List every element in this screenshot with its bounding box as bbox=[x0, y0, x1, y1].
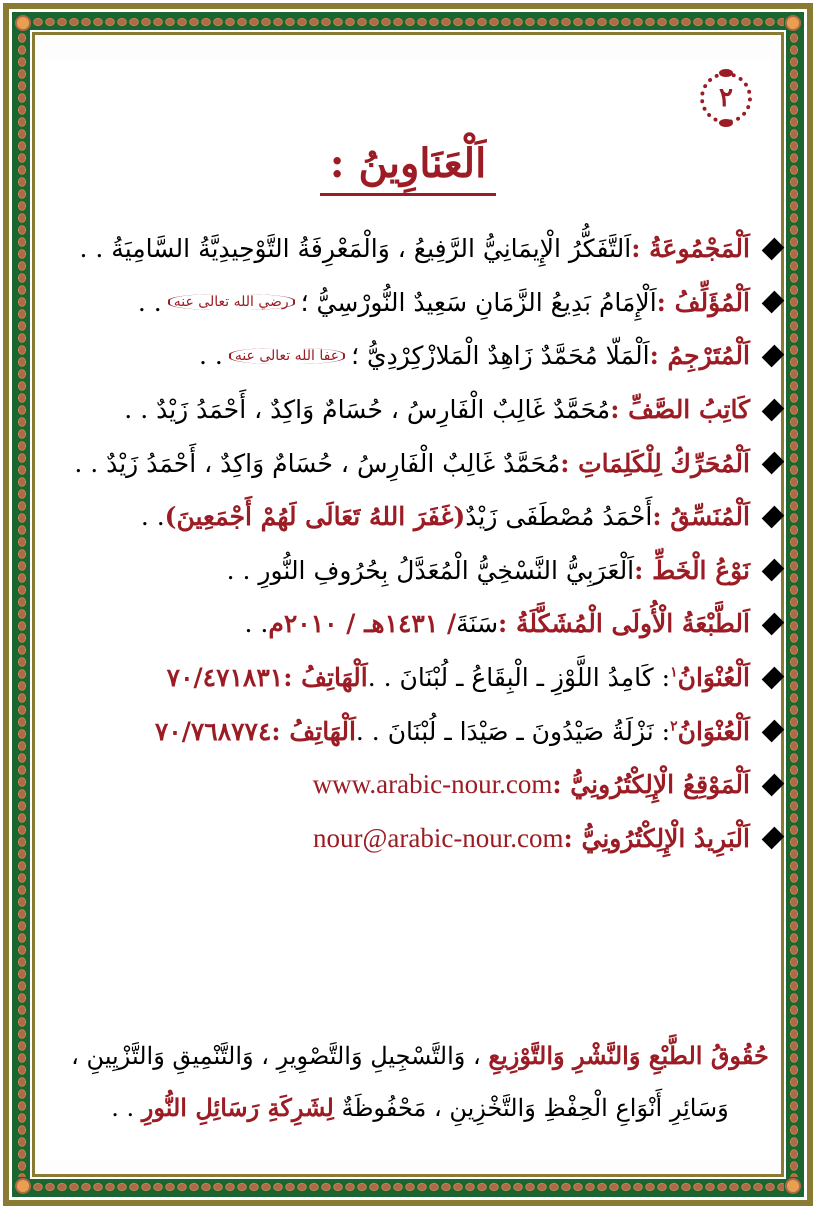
item-tail: . . bbox=[198, 341, 223, 371]
border-chain-pattern-bottom bbox=[32, 1182, 784, 1192]
item-label bbox=[670, 717, 750, 746]
list-item-translator bbox=[60, 329, 782, 383]
phone-number: ٧٠/٤٧١٨٣١ bbox=[166, 663, 284, 693]
diamond-bullet-icon bbox=[762, 559, 785, 582]
diamond-bullet-icon bbox=[762, 452, 785, 475]
copyright-rights-black: ، وَالتَّسْجِيلِ وَالتَّصْوِيرِ ، وَالتَّنْمِيقِ وَالتَّزْيِينِ ، bbox=[71, 1042, 481, 1070]
list-item-edition bbox=[60, 597, 782, 651]
diamond-bullet-icon bbox=[762, 291, 785, 314]
item-label: كَاتِبُ الصَّفِّ : bbox=[610, 395, 750, 425]
page-number: ٢ bbox=[719, 83, 733, 113]
list-item-font-type bbox=[60, 544, 782, 598]
border-chain-pattern-right bbox=[789, 32, 799, 1177]
list-item-address-1 bbox=[60, 651, 782, 705]
honorific-calligraphy-icon: عفا الله تعالى عنه bbox=[229, 348, 345, 364]
address-label: اَلْعُنْوَانُ bbox=[677, 716, 750, 746]
item-value: اَلْإِمَامُ بَدِيعُ الزَّمَانِ سَعِيدٌ النُّورْسِيُّ ؛ bbox=[300, 287, 657, 317]
item-value: اَلْمَلّا مُحَمَّدٌ زَاهِدٌ الْمَلازْكِرْدِيُّ ؛ bbox=[351, 341, 650, 371]
item-label: اَلْمَجْمُوعَةُ : bbox=[631, 234, 750, 264]
diamond-bullet-icon bbox=[762, 773, 785, 796]
edition-date: / ١٤٣١هـ / ٢٠١٠م bbox=[268, 609, 457, 639]
list-item-address-2 bbox=[60, 704, 782, 758]
item-value: أَحْمَدُ مُصْطَفَى زَيْدٌ bbox=[465, 502, 653, 532]
diamond-bullet-icon bbox=[762, 237, 785, 260]
page-title bbox=[0, 140, 816, 196]
list-item-author bbox=[60, 276, 782, 330]
phone-number: ٧٠/٧٦٨٧٧٤ bbox=[154, 716, 272, 746]
item-value: مُحَمَّدٌ غَالِبٌ الْفَارِسُ ، حُسَامٌ وَاكِدٌ ، أَحْمَدُ زَيْدٌ . . bbox=[74, 448, 561, 478]
item-label: اَلْمُنَسِّقُ : bbox=[652, 502, 750, 532]
website-link[interactable]: www.arabic-nour.com bbox=[312, 769, 553, 800]
item-value: اَلْعَرَبِيُّ النَّسْخِيُّ الْمُعَدَّلُ بِحُرُوفِ النُّورِ . . bbox=[226, 555, 635, 585]
border-chain-pattern-left bbox=[17, 32, 27, 1177]
item-label bbox=[670, 663, 750, 692]
address-superscript: ١ bbox=[670, 664, 678, 681]
address-superscript: ٢ bbox=[670, 718, 678, 735]
copyright-rights-red: حُقُوقُ الطَّبْعِ وَالنَّشْرِ وَالتَّوْزِيعِ bbox=[488, 1041, 769, 1070]
item-red-text: (غَفَرَ اللهُ تَعَالَى لَهُمْ أَجْمَعِينَ) bbox=[164, 502, 466, 532]
list-item-collection bbox=[60, 222, 782, 276]
copyright-notice bbox=[60, 1030, 780, 1134]
item-value: : نَزْلَةُ صَيْدُونَ ـ صَيْدَا ـ لُبْنَانَ . . bbox=[355, 716, 671, 746]
corner-ornament-icon bbox=[17, 1180, 29, 1192]
diamond-bullet-icon bbox=[762, 827, 785, 850]
corner-ornament-icon bbox=[787, 1180, 799, 1192]
item-label: نَوْعُ الْخَطِّ : bbox=[634, 555, 750, 585]
copyright-tail: . . bbox=[111, 1094, 135, 1122]
diamond-bullet-icon bbox=[762, 398, 785, 421]
item-tail: . . bbox=[244, 609, 269, 639]
corner-ornament-icon bbox=[787, 17, 799, 29]
item-label: اَلْمُتَرْجِمُ : bbox=[649, 341, 750, 371]
item-value: مُحَمَّدٌ غَالِبٌ الْفَارِسُ ، حُسَامٌ وَاكِدٌ ، أَحْمَدُ زَيْدٌ . . bbox=[124, 395, 611, 425]
copyright-reserved-black: وَسَائِرِ أَنْوَاعِ الْحِفْظِ وَالتَّخْزِينِ ، مَحْفُوظَةٌ bbox=[341, 1094, 729, 1122]
diamond-bullet-icon bbox=[762, 505, 785, 528]
list-item-website bbox=[60, 758, 782, 812]
copyright-line-2 bbox=[60, 1082, 780, 1134]
diamond-bullet-icon bbox=[762, 666, 785, 689]
diamond-bullet-icon bbox=[762, 613, 785, 636]
list-item-vocalizer bbox=[60, 436, 782, 490]
copyright-line-1 bbox=[60, 1030, 780, 1082]
list-item-coordinator bbox=[60, 490, 782, 544]
phone-label: اَلْهَاتِفُ : bbox=[271, 716, 356, 746]
item-tail: . . bbox=[140, 502, 165, 532]
phone-label: اَلْهَاتِفُ : bbox=[283, 663, 368, 693]
item-label: اَلْمَوْقِعُ الْإِلِكْتُرُونِيُّ : bbox=[552, 770, 750, 800]
address-label: اَلْعُنْوَانُ bbox=[677, 663, 750, 693]
diamond-bullet-icon bbox=[762, 720, 785, 743]
item-label: اَلطَّبْعَةُ الْأُولَى الْمُشَكَّلَةُ : bbox=[498, 609, 750, 639]
item-value: سَنَةَ bbox=[456, 609, 499, 639]
list-item-typesetter bbox=[60, 383, 782, 437]
item-tail: . . bbox=[137, 287, 162, 317]
diamond-bullet-icon bbox=[762, 345, 785, 368]
item-value: اَلتَّفَكُّرُ الْإِيمَانِيُّ الرَّفِيعُ ، وَالْمَعْرِفَةُ التَّوْحِيدِيَّةُ السَّامِيَةُ . . bbox=[79, 234, 632, 264]
credits-list bbox=[60, 222, 782, 865]
item-value: : كَامِدُ اللَّوْزِ ـ الْبِقَاعُ ـ لُبْنَانَ . . bbox=[367, 663, 671, 693]
item-label: اَلْبَرِيدُ الْإِلِكْتُرُونِيُّ : bbox=[563, 823, 750, 853]
email-link[interactable]: nour@arabic-nour.com bbox=[313, 822, 564, 853]
page-number-medallion bbox=[700, 72, 752, 124]
item-label: اَلْمُحَرِّكُ لِلْكَلِمَاتِ : bbox=[560, 448, 750, 478]
honorific-calligraphy-icon: رضي الله تعالى عنه bbox=[168, 294, 295, 310]
border-chain-pattern-top bbox=[32, 17, 784, 27]
list-item-email bbox=[60, 812, 782, 866]
item-label: اَلْمُؤَلِّفُ : bbox=[656, 287, 750, 317]
copyright-company-red: لِشَرِكَةِ رَسَائِلِ النُّورِ bbox=[141, 1093, 334, 1122]
page-title-text: اَلْعَنَاوِينُ : bbox=[320, 140, 496, 196]
corner-ornament-icon bbox=[17, 17, 29, 29]
